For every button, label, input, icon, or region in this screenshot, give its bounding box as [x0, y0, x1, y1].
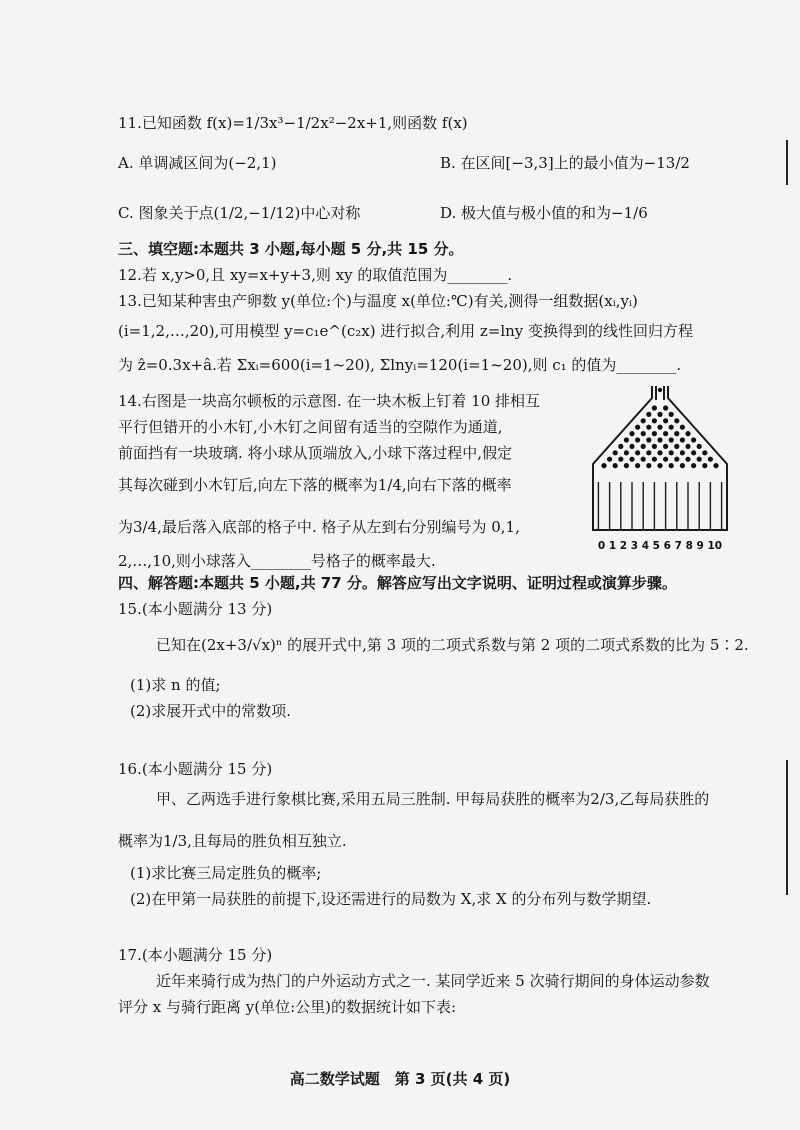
q11-option-c: C. 图象关于点(1/2,−1/12)中心对称 [118, 204, 361, 222]
peg [601, 463, 606, 468]
q16-line1: 甲、乙两选手进行象棋比赛,采用五局三胜制. 甲每局获胜的概率为2/3,乙每局获胜的 [156, 790, 710, 808]
peg [635, 437, 640, 442]
peg [629, 431, 634, 436]
peg [624, 450, 629, 455]
peg [680, 437, 685, 442]
peg [624, 437, 629, 442]
peg [685, 457, 690, 462]
peg [674, 457, 679, 462]
q17-title: 17.(本小题满分 15 分) [118, 946, 273, 964]
peg [646, 463, 651, 468]
peg [680, 425, 685, 430]
board-frame [593, 386, 727, 530]
q12-text: 12.若 x,y>0,且 xy=x+y+3,则 xy 的取值范围为________. [118, 266, 513, 284]
peg [674, 418, 679, 423]
board-outline [593, 386, 727, 530]
q11-options-row2 [118, 200, 758, 226]
peg [697, 457, 702, 462]
peg [657, 412, 662, 417]
peg [669, 412, 674, 417]
q11-option-b: B. 在区间[−3,3]上的最小值为−13/2 [440, 154, 690, 172]
q14-line4: 其每次碰到小木钉后,向左下落的概率为1/4,向右下落的概率 [118, 476, 512, 494]
q14-line2: 平行但错开的小木钉,小木钉之间留有适当的空隙作为通道, [118, 418, 503, 436]
q15-title: 15.(本小题满分 13 分) [118, 600, 273, 618]
peg [652, 444, 657, 449]
peg [646, 412, 651, 417]
peg [641, 431, 646, 436]
q13-line1: 13.已知某种害虫产卵数 y(单位:个)与温度 x(单位:℃)有关,测得一组数据(xᵢ,yᵢ) [118, 292, 638, 310]
bin-number-labels: 0 1 2 3 4 5 6 7 8 9 10 [597, 540, 723, 552]
peg [607, 457, 612, 462]
q15-stem: 已知在(2x+3/√x)ⁿ 的展开式中,第 3 项的二项式系数与第 2 项的二项式系数的比为 5∶2. [156, 636, 749, 654]
peg [646, 450, 651, 455]
peg [613, 450, 618, 455]
peg [669, 463, 674, 468]
peg [663, 405, 668, 410]
peg [691, 463, 696, 468]
peg [641, 444, 646, 449]
peg [663, 444, 668, 449]
peg [674, 431, 679, 436]
peg [713, 463, 718, 468]
peg [685, 431, 690, 436]
ball [658, 388, 662, 392]
peg [663, 457, 668, 462]
peg [635, 425, 640, 430]
scan-edge-mark [786, 760, 788, 895]
board-pegs [601, 405, 718, 468]
q16-line2: 概率为1/3,且每局的胜负相互独立. [118, 832, 347, 850]
peg [702, 450, 707, 455]
peg [702, 463, 707, 468]
peg [657, 463, 662, 468]
peg [618, 444, 623, 449]
peg [691, 437, 696, 442]
peg [652, 418, 657, 423]
peg [635, 450, 640, 455]
q15-part1: (1)求 n 的值; [130, 676, 221, 694]
peg [646, 437, 651, 442]
peg [657, 425, 662, 430]
q11-options-row1 [118, 150, 758, 176]
peg [680, 463, 685, 468]
peg [641, 418, 646, 423]
peg [657, 437, 662, 442]
peg [635, 463, 640, 468]
peg [618, 457, 623, 462]
peg [657, 450, 662, 455]
page-footer: 高二数学试题 第 3 页(共 4 页) [289, 1070, 511, 1088]
peg [697, 444, 702, 449]
board-slots [598, 482, 721, 530]
peg [708, 457, 713, 462]
peg [680, 450, 685, 455]
peg [685, 444, 690, 449]
peg [641, 457, 646, 462]
peg [674, 444, 679, 449]
q13-line2: (i=1,2,…,20),可用模型 y=c₁e^(c₂x) 进行拟合,利用 z=lny 变换得到的线性回归方程 [118, 322, 694, 340]
peg [669, 437, 674, 442]
peg [629, 444, 634, 449]
peg [613, 463, 618, 468]
peg [629, 457, 634, 462]
q14-line5: 为3/4,最后落入底部的格子中. 格子从左到右分别编号为 0,1, [118, 518, 520, 536]
peg [669, 450, 674, 455]
q16-part2: (2)在甲第一局获胜的前提下,设还需进行的局数为 X,求 X 的分布列与数学期望. [130, 890, 652, 908]
q17-line1: 近年来骑行成为热门的户外运动方式之一. 某同学近来 5 次骑行期间的身体运动参数 [156, 972, 710, 990]
peg [652, 431, 657, 436]
q16-part1: (1)求比赛三局定胜负的概率; [130, 864, 322, 882]
peg [691, 450, 696, 455]
q11-option-d: D. 极大值与极小值的和为−1/6 [440, 204, 648, 222]
peg [624, 463, 629, 468]
q17-line2: 评分 x 与骑行距离 y(单位:公里)的数据统计如下表: [118, 998, 457, 1016]
q14-line3: 前面挡有一块玻璃. 将小球从顶端放入,小球下落过程中,假定 [118, 444, 513, 462]
q13-line3: 为 ẑ=0.3x+â.若 Σxᵢ=600(i=1~20), Σlnyᵢ=120(i=1~20),则 c₁ 的值为________. [118, 356, 682, 374]
scan-edge-mark [786, 140, 788, 185]
peg [652, 457, 657, 462]
q15-part2: (2)求展开式中的常数项. [130, 702, 292, 720]
peg [663, 418, 668, 423]
q11-option-a: A. 单调减区间为(−2,1) [118, 154, 277, 172]
section3-heading: 三、填空题:本题共 3 小题,每小题 5 分,共 15 分。 [118, 240, 464, 258]
q14-line6: 2,…,10,则小球落入________号格子的概率最大. [118, 552, 436, 570]
peg [669, 425, 674, 430]
q16-title: 16.(本小题满分 15 分) [118, 760, 273, 778]
section4-heading: 四、解答题:本题共 5 小题,共 77 分。解答应写出文字说明、证明过程或演算步骤。 [118, 574, 677, 592]
galton-board-figure [585, 382, 735, 554]
peg [663, 431, 668, 436]
peg [646, 425, 651, 430]
q14-line1: 14.右图是一块高尔顿板的示意图. 在一块木板上钉着 10 排相互 [118, 392, 541, 410]
q11-stem: 11.已知函数 f(x)=1/3x³−1/2x²−2x+1,则函数 f(x) [118, 114, 468, 132]
peg [652, 405, 657, 410]
